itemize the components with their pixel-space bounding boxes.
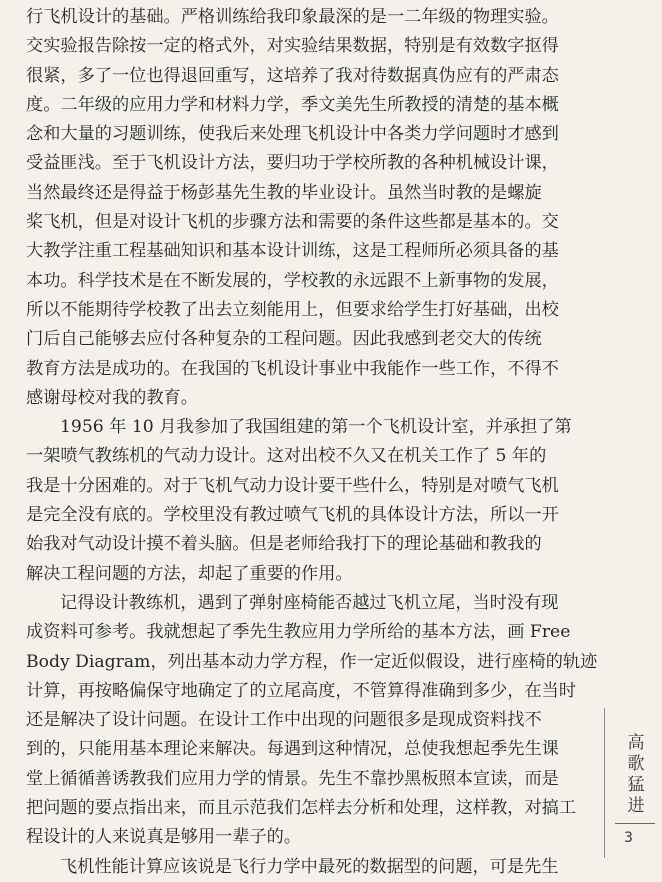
text-line: 我是十分困难的。对于飞机气动力设计要干些什么，特别是对喷气飞机: [26, 475, 559, 496]
text-line: 飞机性能计算应该说是飞行力学中最死的数据型的问题，可是先生: [60, 856, 559, 877]
section-title-char: 歌: [627, 754, 645, 774]
section-title-char: 猛: [627, 775, 645, 795]
text-line: 是完全没有底的。学校里没有教过喷气飞机的具体设计方法，所以一开: [26, 505, 559, 526]
section-title-char: 进: [627, 796, 645, 816]
text-line: 桨飞机，但是对设计飞机的步骤方法和需要的条件这些都是基本的。交: [26, 212, 559, 233]
text-line: 计算，再按略偏保守地确定了的立尾高度，不管算得准确到多少，在当时: [26, 680, 577, 701]
page-sidebar: [604, 708, 662, 858]
text-line: 大教学注重工程基础知识和基本设计训练，这是工程师所必须具备的基: [26, 241, 559, 262]
text-line: 解决工程问题的方法，却起了重要的作用。: [26, 563, 353, 584]
page-number: 3: [624, 830, 633, 846]
text-line: 始我对气动设计摸不着头脑。但是老师给我打下的理论基础和教我的: [26, 534, 542, 555]
text-line: Body Diagram，列出基本动力学方程，作一定近似假设，进行座椅的轨迹: [26, 651, 598, 672]
text-line: 教育方法是成功的。在我国的飞机设计事业中我能作一些工作，不得不: [26, 358, 559, 379]
text-line: 行飞机设计的基础。严格训练给我印象最深的是一二年级的物理实验。: [26, 7, 559, 27]
text-line: 程设计的人来说真是够用一辈子的。: [26, 827, 302, 848]
body-text: [26, 3, 598, 882]
text-line: 门后自己能够去应付各种复杂的工程问题。因此我感到老交大的传统: [26, 329, 542, 350]
text-line: 成资料可参考。我就想起了季先生教应用力学所给的基本方法，画 Free: [26, 622, 571, 643]
text-line: 很紧，多了一位也得退回重写，这培养了我对待数据真伪应有的严肃态: [26, 65, 559, 86]
text-line: 念和大量的习题训练，使我后来处理飞机设计中各类力学问题时才感到: [26, 124, 559, 145]
text-line: 所以不能期待学校教了出去立刻能用上，但要求给学生打好基础，出校: [26, 299, 559, 320]
section-title: [626, 733, 646, 817]
section-title-char: 高: [627, 733, 645, 753]
text-line: 1956 年 10 月我参加了我国组建的第一个飞机设计室，并承担了第: [60, 417, 572, 438]
text-line: 一架喷气教练机的气动力设计。这对出校不久又在机关工作了 5 年的: [26, 446, 547, 467]
text-line: 当然最终还是得益于杨彭基先生教的毕业设计。虽然当时教的是螺旋: [26, 182, 542, 203]
text-line: 还是解决了设计问题。在设计工作中出现的问题很多是现成资料找不: [26, 710, 542, 731]
text-line: 记得设计教练机，遇到了弹射座椅能否越过飞机立尾，当时没有现: [60, 592, 559, 613]
text-line: 感谢母校对我的教育。: [26, 387, 198, 408]
text-line: 受益匪浅。至于飞机设计方法，要归功于学校所教的各种机械设计课，: [26, 153, 559, 174]
sidebar-rule: [615, 823, 655, 824]
text-line: 到的，只能用基本理论来解决。每遇到这种情况，总使我想起季先生课: [26, 739, 559, 760]
text-line: 度。二年级的应用力学和材料力学，季文美先生所教授的清楚的基本概: [26, 94, 559, 115]
text-line: 交实验报告除按一定的格式外，对实验结果数据，特别是有效数字抠得: [26, 36, 559, 57]
text-line: 堂上循循善诱教我们应用力学的情景。先生不靠抄黑板照本宣读，而是: [26, 768, 559, 789]
text-line: 本功。科学技术是在不断发展的，学校教的永远跟不上新事物的发展，: [26, 270, 559, 291]
text-line: 把问题的要点指出来，而且示范我们怎样去分析和处理，这样教，对搞工: [26, 798, 577, 819]
